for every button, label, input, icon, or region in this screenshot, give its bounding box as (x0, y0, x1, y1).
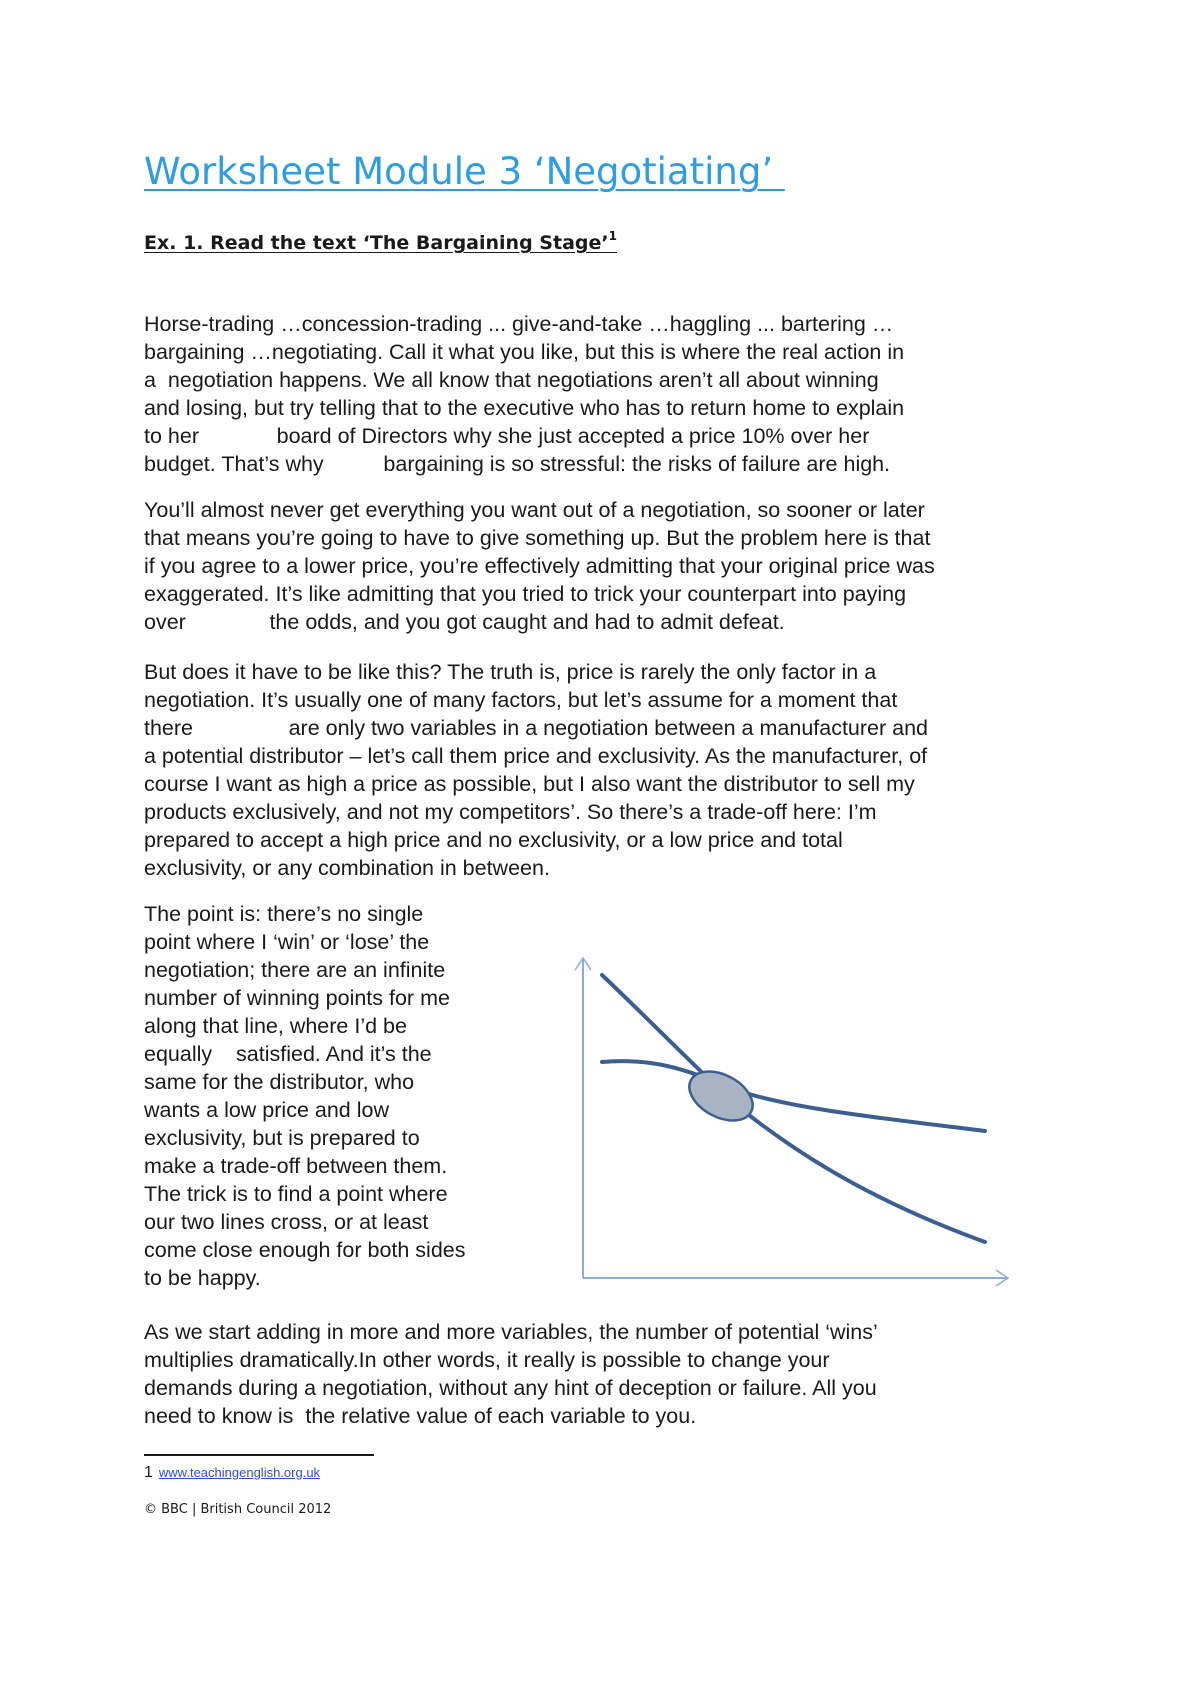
text-line: products exclusively, and not my competitors’. So there’s a trade-off here: I’m (144, 800, 877, 824)
text-line: our two lines cross, or at least (144, 1210, 429, 1234)
text-line: there are only two variables in a negotiation between a manufacturer and (144, 716, 929, 740)
footnote-separator (144, 1454, 374, 1456)
text-line: exclusivity, but is prepared to (144, 1126, 420, 1150)
text-line: As we start adding in more and more variables, the number of potential ‘wins’ (144, 1320, 878, 1344)
text-line: negotiation; there are an infinite (144, 958, 446, 982)
text-line: come close enough for both sides (144, 1238, 466, 1262)
text-line: demands during a negotiation, without any hint of deception or failure. All you (144, 1376, 877, 1400)
text-line: But does it have to be like this? The truth is, price is rarely the only factor in a (144, 660, 877, 684)
text-line: exaggerated. It’s like admitting that you tried to trick your counterpart into paying (144, 582, 907, 606)
text-line: equally satisfied. And it’s the (144, 1042, 432, 1066)
exercise-heading (144, 230, 617, 256)
text-line: Horse-trading …concession-trading ... give-and-take …haggling ... bartering … (144, 312, 894, 336)
text-line: number of winning points for me (144, 986, 450, 1010)
text-line: prepared to accept a high price and no exclusivity, or a low price and total (144, 828, 843, 852)
text-line: along that line, where I’d be (144, 1014, 407, 1038)
text-line: You’ll almost never get everything you want out of a negotiation, so sooner or later (144, 498, 925, 522)
text-line: a potential distributor – let’s call them price and exclusivity. As the manufacturer, of (144, 744, 928, 768)
x-axis (583, 1270, 1008, 1286)
text-line: over the odds, and you got caught and had to admit defeat. (144, 610, 785, 634)
text-line: that means you’re going to have to give something up. But the problem here is that (144, 526, 931, 550)
text-line: to be happy. (144, 1266, 261, 1290)
text-line: negotiation. It’s usually one of many factors, but let’s assume for a moment that (144, 688, 898, 712)
footnote-reference[interactable]: 1 (608, 229, 617, 243)
paragraph-4 (144, 900, 524, 1292)
paragraph-5 (144, 1318, 1064, 1430)
y-axis (575, 958, 591, 1278)
text-line: budget. That’s why bargaining is so stressful: the risks of failure are high. (144, 452, 891, 476)
text-line: and losing, but try telling that to the executive who has to return home to explain (144, 396, 905, 420)
text-line: multiplies dramatically.In other words, it really is possible to change your (144, 1348, 830, 1372)
text-line: make a trade-off between them. (144, 1154, 448, 1178)
text-line: The point is: there’s no single (144, 902, 424, 926)
text-line: course I want as high a price as possible, but I also want the distributor to sell my (144, 772, 915, 796)
manufacturer-curve (602, 975, 985, 1242)
text-line: to her board of Directors why she just accepted a price 10% over her (144, 424, 870, 448)
paragraph-3 (144, 658, 1064, 882)
exercise-heading-text: Ex. 1. Read the text ‘The Bargaining Stage’ (144, 232, 609, 254)
text-line: bargaining …negotiating. Call it what you like, but this is where the real action in (144, 340, 905, 364)
text-line: exclusivity, or any combination in between. (144, 856, 550, 880)
distributor-curve (602, 1061, 985, 1131)
footnote-number: 1 (144, 1464, 153, 1481)
text-line: a negotiation happens. We all know that negotiations aren’t all about winning (144, 368, 879, 392)
text-line: same for the distributor, who (144, 1070, 415, 1094)
text-line: need to know is the relative value of each variable to you. (144, 1404, 697, 1428)
footnote-link[interactable]: www.teachingenglish.org.uk (158, 1465, 321, 1480)
paragraph-2 (144, 496, 1064, 636)
trade-off-graph (570, 950, 1020, 1292)
text-line: if you agree to a lower price, you’re effectively admitting that your original price was (144, 554, 935, 578)
text-line: point where I ‘win’ or ‘lose’ the (144, 930, 430, 954)
text-line: wants a low price and low (144, 1098, 389, 1122)
page-title: Worksheet Module 3 ‘Negotiating’ (144, 150, 785, 193)
text-line: The trick is to find a point where (144, 1182, 448, 1206)
footnote (144, 1462, 320, 1484)
copyright-notice: © BBC | British Council 2012 (144, 1502, 332, 1517)
paragraph-1 (144, 310, 1064, 478)
